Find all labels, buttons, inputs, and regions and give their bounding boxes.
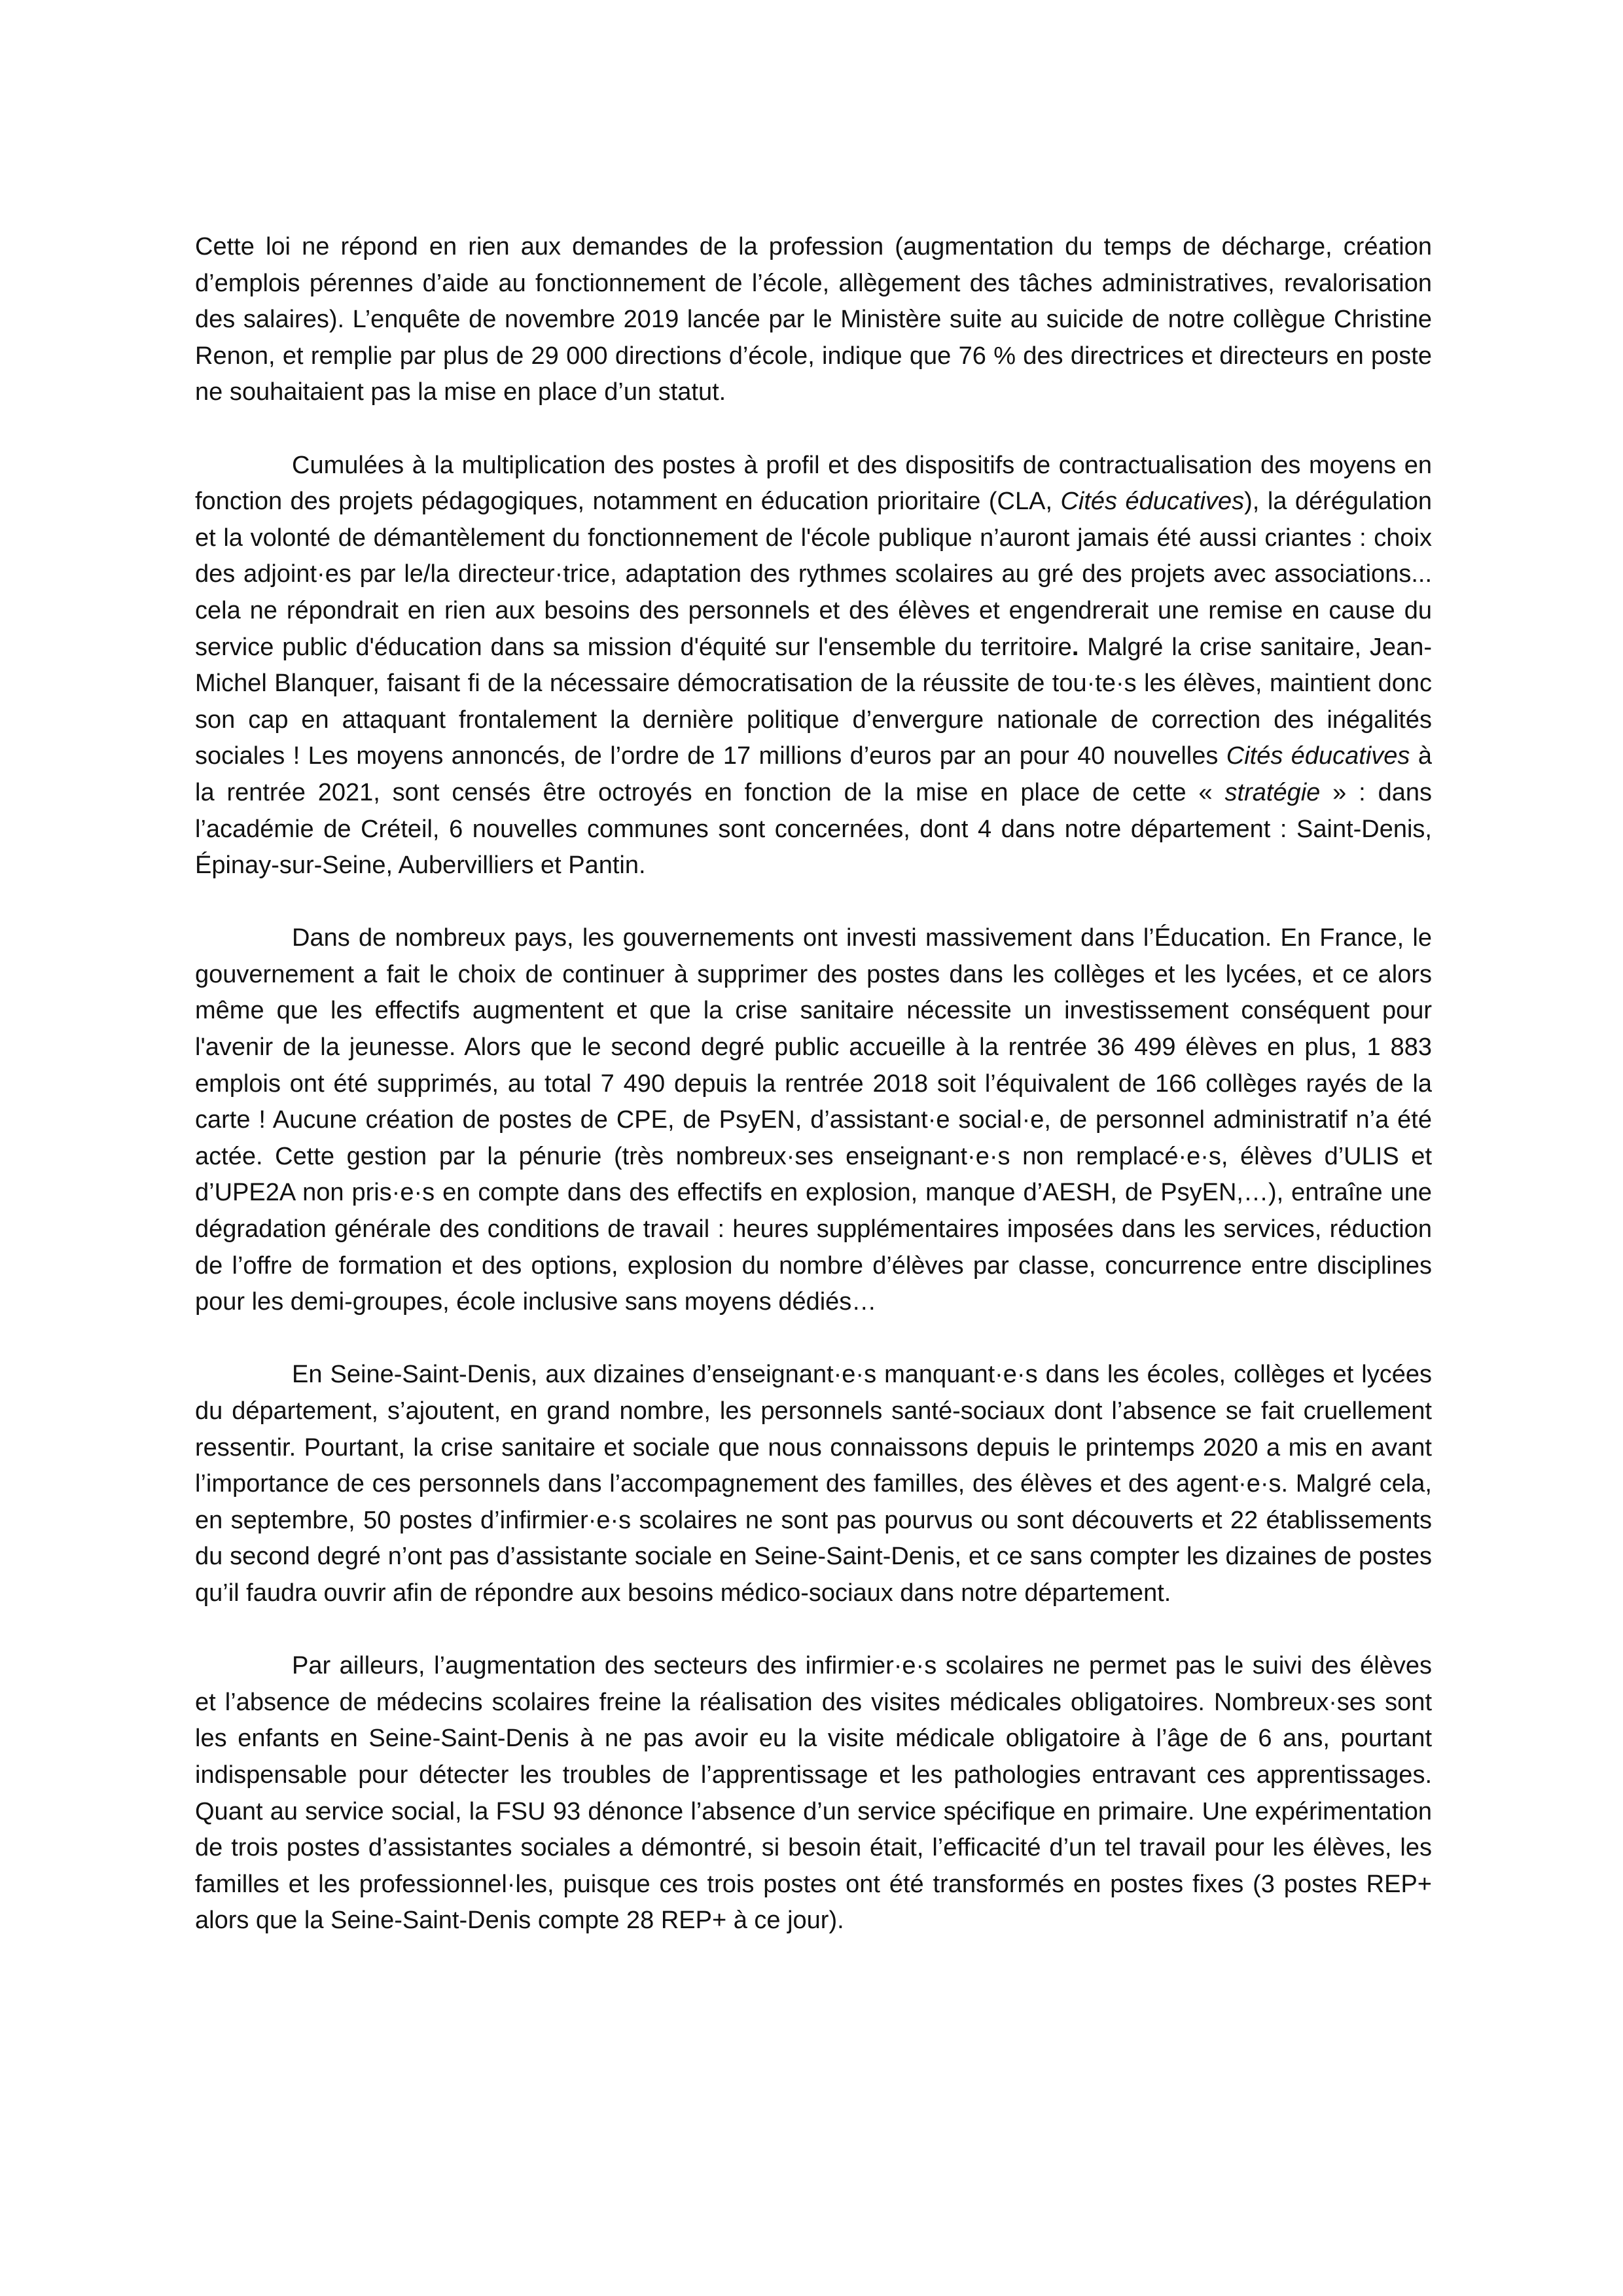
text-run: Cumulées à la multiplication des postes à profil et des dispositifs de contractualisation des moyens en fonction des projets pédagogiques, notamment en éducation prioritaire (CLA, <box>195 451 1432 516</box>
text-run: Cette loi ne répond en rien aux demandes de la profession (augmentation du temps de décharge, création d’emplois pérennes d’aide au fonctionnement de l’école, allègement des tâches administratives, revalorisation des salaires). L’enquête de novembre 2019 lancée par le Ministère suite au suicide de notre collègue Christine Renon, et remplie par plus de 29 000 directions d’école, indique que 76 % des directrices et directeurs en poste ne souhaitaient pas la mise en place d’un statut. <box>195 233 1432 406</box>
text-run: » : dans l’académie de Créteil, 6 nouvelles communes sont concernées, dont 4 dans notre département : Saint-Denis, Épinay-sur-Seine, Aubervilliers et Pantin. <box>195 778 1433 880</box>
paragraph-3 <box>195 920 1432 1321</box>
text-run: Par ailleurs, l’augmentation des secteurs des infirmier·e·s scolaires ne permet pas le suivi des élèves et l’absence de médecins scolaires freine la réalisation des visites médicales obligatoires. Nombreux·ses sont les enfants en Seine-Saint-Denis à ne pas avoir eu la visite médicale obligatoire à l’âge de 6 ans, pourtant indispensable pour détecter les troubles de l’apprentissage et les pathologies entravant ces apprentissages. Quant au service social, la FSU 93 dénonce l’absence d’un service spécifique en primaire. Une expérimentation de trois postes d’assistantes sociales a démontré, si besoin était, l’efficacité d’un tel travail pour les élèves, les familles et les professionnel·les, puisque ces trois postes ont été transformés en postes fixes (3 postes REP+ alors que la Seine-Saint-Denis compte 28 REP+ à ce jour). <box>195 1652 1432 1935</box>
text-bold: . <box>1071 633 1079 661</box>
text-run: Malgré la crise sanitaire, Jean-Michel Blanquer, faisant fi de la nécessaire démocratisation de la réussite de tou·te·s les élèves, maintient donc son cap en attaquant frontalement la dernière politique d’envergure nationale de correction des inégalités sociales ! Les moyens annoncés, de l’ordre de 17 millions d’euros par an pour 40 nouvelles <box>195 633 1432 770</box>
text-run: En Seine-Saint-Denis, aux dizaines d’enseignant·e·s manquant·e·s dans les écoles, collèges et lycées du département, s’ajoutent, en grand nombre, les personnels santé-sociaux dont l’absence se fait cruellement ressentir. Pourtant, la crise sanitaire et sociale que nous connaissons depuis le printemps 2020 a mis en avant l’importance de ces personnels dans l’accompagnement des familles, des élèves et des agent·e·s. Malgré cela, en septembre, 50 postes d’infirmier·e·s scolaires ne sont pas pourvus ou sont découverts et 22 établissements du second degré n’ont pas d’assistante sociale en Seine-Saint-Denis, et ce sans compter les dizaines de postes qu’il faudra ouvrir afin de répondre aux besoins médico-sociaux dans notre département. <box>195 1361 1432 1607</box>
text-italic: Cités éducatives <box>1060 488 1245 516</box>
text-run: à la rentrée 2021, sont censés être octroyés en fonction de la mise en place de cette « <box>195 742 1432 806</box>
paragraph-1 <box>195 229 1432 411</box>
document-body <box>195 229 1432 1939</box>
text-italic: stratégie <box>1224 778 1321 806</box>
text-italic: Cités éducatives <box>1226 742 1410 770</box>
paragraph-5 <box>195 1648 1432 1939</box>
text-run: Dans de nombreux pays, les gouvernements ont investi massivement dans l’Éducation. En France, le gouvernement a fait le choix de continuer à supprimer des postes dans les collèges et les lycées, et ce alors même que les effectifs augmentent et que la crise sanitaire nécessite un investissement conséquent pour l'avenir de la jeunesse. Alors que le second degré public accueille à la rentrée 36 499 élèves en plus, 1 883 emplois ont été supprimés, au total 7 490 depuis la rentrée 2018 soit l’équivalent de 166 collèges rayés de la carte ! Aucune création de postes de CPE, de PsyEN, d’assistant·e social·e, de personnel administratif n’a été actée. Cette gestion par la pénurie (très nombreux·ses enseignant·e·s non remplacé·e·s, élèves d’ULIS et d’UPE2A non pris·e·s en compte dans des effectifs en explosion, manque d’AESH, de PsyEN,…), entraîne une dégradation générale des conditions de travail : heures supplémentaires imposées dans les services, réduction de l’offre de formation et des options, explosion du nombre d’élèves par classe, concurrence entre disciplines pour les demi-groupes, école inclusive sans moyens dédiés… <box>195 924 1432 1316</box>
paragraph-2 <box>195 448 1432 884</box>
text-run: ), la dérégulation et la volonté de démantèlement du fonctionnement de l'école publique n’auront jamais été aussi criantes : choix des adjoint·es par le/la directeur·trice, adaptation des rythmes scolaires au gré des projets avec associations... cela ne répondrait en rien aux besoins des personnels et des élèves et engendrerait une remise en cause du service public d'éducation dans sa mission d'équité sur l'ensemble du territoire <box>195 488 1433 661</box>
paragraph-4 <box>195 1357 1432 1611</box>
